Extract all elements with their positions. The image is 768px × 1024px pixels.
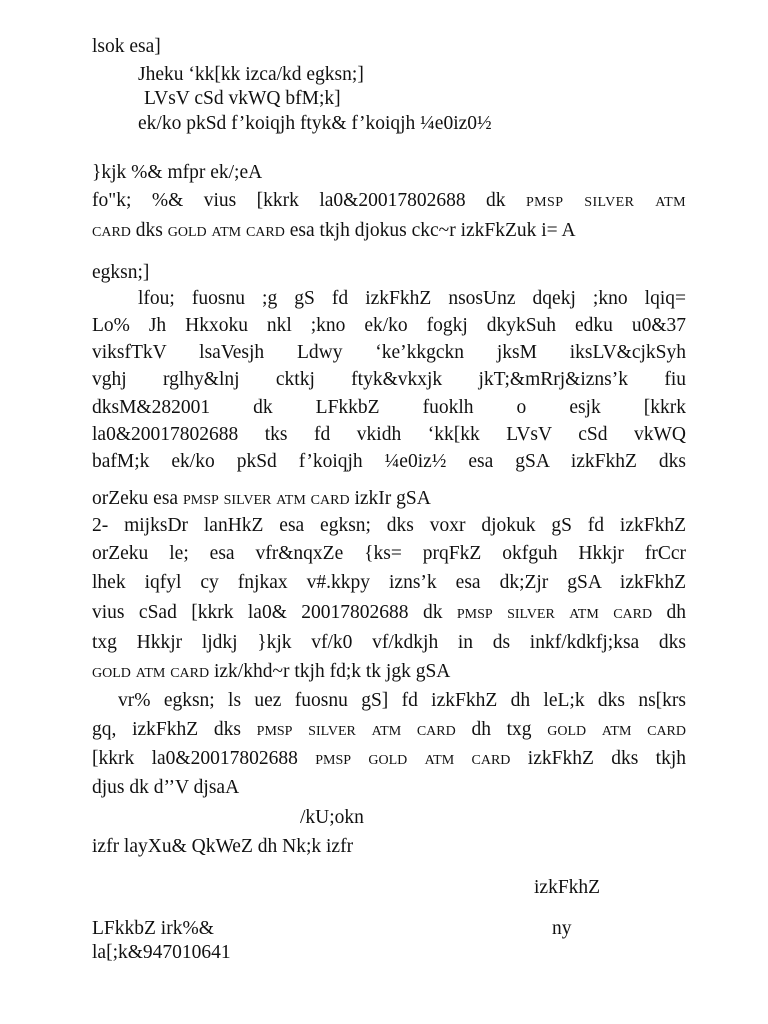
subject-card-word: card	[92, 220, 131, 241]
subject-card-type-2: gold atm card	[167, 220, 285, 241]
recipient-line-2: LVsV cSd vkWQ bfM;k]	[144, 88, 341, 109]
enclosure-line: izfr layXu& QkWeZ dh Nk;k izfr	[92, 836, 354, 857]
subject-card-type-1: pmsp silver atm	[526, 190, 686, 211]
para3-line-1: vr% egksn; ls uez fuosnu gS] fd izkFkhZ dh leL;k dks ns[krs	[118, 690, 686, 711]
para1-card-type: pmsp silver atm card	[182, 488, 350, 509]
via-line: }kjk %& mfpr ek/;eA	[92, 162, 263, 183]
para2-line-2: orZeku le; esa vfr&nqxZe {ks= prqFkZ okfguh Hkkjr frCcr	[92, 543, 686, 564]
para2-line-6	[92, 661, 450, 683]
para2-line4-text-b: dh	[666, 602, 687, 623]
para3-line-3	[92, 748, 686, 770]
para1-line-3: viksfTkV lsaVesjh Ldwy ‘ke’kkgckn jksM iksLV&cjkSyh	[92, 342, 686, 363]
para3-line-4: djus dk d’’V djsaA	[92, 777, 240, 798]
addressee-line: lsok esa]	[92, 36, 161, 57]
para3-line3-text-b: izkFkhZ dks tkjh	[527, 748, 686, 769]
subject-text-3: esa tkjh djokus ckc~r izkFkZuk i= A	[289, 220, 576, 241]
permanent-address-label: LFkkbZ irk%&	[92, 918, 214, 939]
para2-line-3: lhek iqfyl cy fnjkax v#.kkpy izns’k esa dk;Zjr gSA izkFkhZ	[92, 572, 686, 593]
para2-card-type-2: gold atm card	[92, 661, 210, 682]
closing-thanks: /kU;okn	[300, 807, 364, 828]
recipient-line-1: Jheku ‘kk[kk izca/kd egksn;]	[138, 64, 364, 85]
unit-label: ny	[552, 918, 572, 939]
para2-line4-text-a: vius cSad [kkrk la0& 20017802688 dk	[92, 602, 443, 623]
para1-line-1: lfou; fuosnu ;g gS fd izkFkhZ nsosUnz dqekj ;kno lqiq=	[138, 288, 686, 309]
para3-card-type-3: pmsp gold atm card	[315, 748, 511, 769]
para3-line-2	[92, 719, 686, 741]
para3-card-type-2: gold atm card	[547, 719, 687, 740]
para1-line-7: bafM;k ek/ko pkSd f’koiqjh ¼e0iz½ esa gSA izkFkhZ dks	[92, 451, 686, 472]
para1-line-8	[92, 488, 431, 510]
para3-card-type-1: pmsp silver atm card	[256, 719, 456, 740]
para2-line-1: 2- mijksDr lanHkZ esa egksn; dks voxr djokuk gS fd izkFkhZ	[92, 515, 686, 536]
signature-label: izkFkhZ	[534, 877, 601, 898]
para3-line2-text-a: gq, izkFkhZ dks	[92, 719, 241, 740]
para1-line-4: vghj rglhy&lnj cktkj ftyk&vkxjk jkT;&mRrj&izns’k fiu	[92, 369, 686, 390]
subject-text-2: dks	[135, 220, 163, 241]
recipient-line-3: ek/ko pkSd f’koiqjh ftyk& f’koiqjh ¼e0iz0½	[138, 113, 492, 134]
para1-last-text-a: orZeku esa	[92, 488, 179, 509]
subject-line-2	[92, 220, 576, 242]
para1-line-5: dksM&282001 dk LFkkbZ fuoklh o esjk [kkrk	[92, 397, 686, 418]
number-line: la[;k&947010641	[92, 942, 231, 963]
para2-card-type-1: pmsp silver atm card	[456, 602, 653, 623]
para3-line3-text-a: [kkrk la0&20017802688	[92, 748, 298, 769]
para2-line6-text: izk/khd~r tkjh fd;k tk jgk gSA	[213, 661, 451, 682]
subject-line-1	[92, 190, 686, 212]
para3-line2-text-b: dh txg	[471, 719, 532, 740]
para2-line-5: txg Hkkjr ljdkj }kjk vf/k0 vf/kdkjh in ds inkf/kdkfj;ksa dks	[92, 632, 686, 653]
para1-line-6: la0&20017802688 tks fd vkidh ‘kk[kk LVsV cSd vkWQ	[92, 424, 686, 445]
para2-line-4	[92, 602, 686, 624]
salutation: egksn;]	[92, 262, 150, 283]
para1-last-text-b: izkIr gSA	[354, 488, 431, 509]
para1-line-2: Lo% Jh Hkxoku nkl ;kno ek/ko fogkj dkykSuh edku u0&37	[92, 315, 686, 336]
subject-text-1: fo"k; %& vius [kkrk la0&20017802688 dk	[92, 190, 506, 211]
